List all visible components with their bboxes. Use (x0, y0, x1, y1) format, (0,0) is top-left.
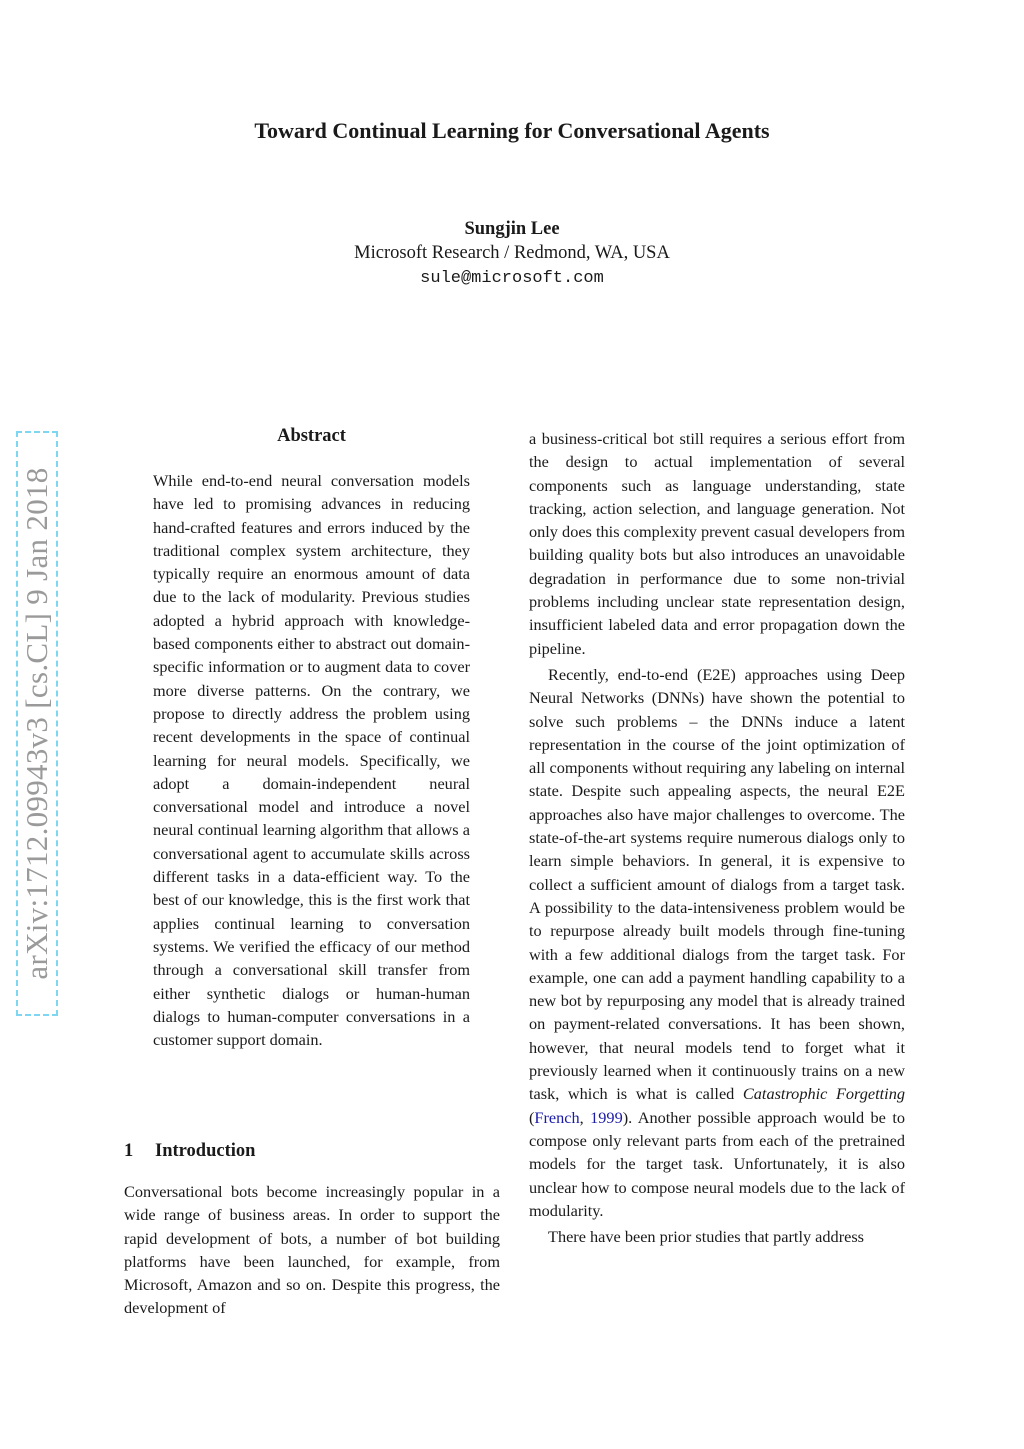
author-affiliation: Microsoft Research / Redmond, WA, USA (354, 243, 670, 263)
intro-paragraph-1-continued: a business-critical bot still requires a serious effort from the design to actual implementation of several components such as language understanding, state tracking, action selection, and language generation. Not only does this complexity prevent casual developers from building quality bots but also introduces an unavoidable degradation in performance due to some non-trivial problems including unclear state representation design, insufficient labeled data and error propagation down the pipeline. (529, 429, 905, 658)
paragraph-2-continuation: ). Another possible approach would be to compose only relevant parts from each of the pretrained models for the target task. Unfortunately, it is also unclear how to compose neural models due to the lack of modularity. (529, 1107, 905, 1220)
abstract-heading: Abstract (277, 426, 346, 446)
right-column (529, 427, 905, 1248)
arxiv-identifier-stamp: arXiv:1712.09943v3 [cs.CL] 9 Jan 2018 (16, 431, 58, 1016)
abstract-text: While end-to-end neural conversation models have led to promising advances in reducing hand-crafted features and errors induced by the traditional complex system architecture, they typically require an enormous amount of data due to the lack of modularity. Previous studies adopted a hybrid approach with knowledge-based components either to abstract out domain-specific information or to augment data to cover more diverse patterns. On the contrary, we propose to directly address the problem using recent developments in the space of continual learning for neural models. Specifically, we adopt a domain-independent neural conversational model and introduce a novel neural continual learning algorithm that allows a conversational agent to accumulate skills across different tasks in a data-efficient way. To the best of our knowledge, this is the first work that applies continual learning to conversation systems. We verified the efficacy of our method through a conversational skill transfer from either synthetic dialogs or human-human dialogs to human-computer conversations in a customer support domain. (153, 471, 470, 1050)
paper-title: Toward Continual Learning for Conversational Agents (254, 118, 770, 143)
citation-open-paren: ( (529, 1107, 535, 1127)
citation-link-french[interactable]: French (534, 1107, 580, 1127)
paragraph-2-text: Recently, end-to-end (E2E) approaches using Deep Neural Networks (DNNs) have shown the potential to solve such problems – the DNNs induce a latent representation in the course of the joint optimization of all components without requiring any labeling on internal state. Despite such appealing aspects, the neural E2E approaches also have major challenges to overcome. The state-of-the-art systems require numerous dialogs only to learn simple behaviors. In general, it is expensive to collect a sufficient amount of dialogs from a target task. A possibility to the data-intensiveness problem would be to repurpose already built models through fine-tuning with a few additional dialogs from the target task. For example, one can add a payment handling capability to a new bot by repurposing any model that is already trained on payment-related conversations. It has been shown, however, that neural models tend to forget what it previously learned when it continuously trains on a new task, which is what is called (529, 664, 905, 1104)
catastrophic-forgetting-term: Catastrophic Forgetting (742, 1084, 905, 1104)
citation-separator: , (579, 1107, 591, 1127)
author-email: sule@microsoft.com (420, 269, 604, 288)
section-number: 1 (124, 1141, 134, 1161)
intro-paragraph-2 (529, 663, 905, 1222)
intro-paragraph-3: There have been prior studies that partly address (548, 1227, 865, 1247)
section-title: Introduction (155, 1141, 256, 1161)
author-name: Sungjin Lee (464, 219, 560, 239)
intro-paragraph-1: Conversational bots become increasingly popular in a wide range of business areas. In order to support the rapid development of bots, a number of bot building platforms have been launched, for example, from Microsoft, Amazon and so on. Despite this progress, the development of (124, 1182, 500, 1318)
section-heading-introduction (124, 1141, 255, 1162)
citation-link-1999[interactable]: 1999 (590, 1107, 623, 1127)
